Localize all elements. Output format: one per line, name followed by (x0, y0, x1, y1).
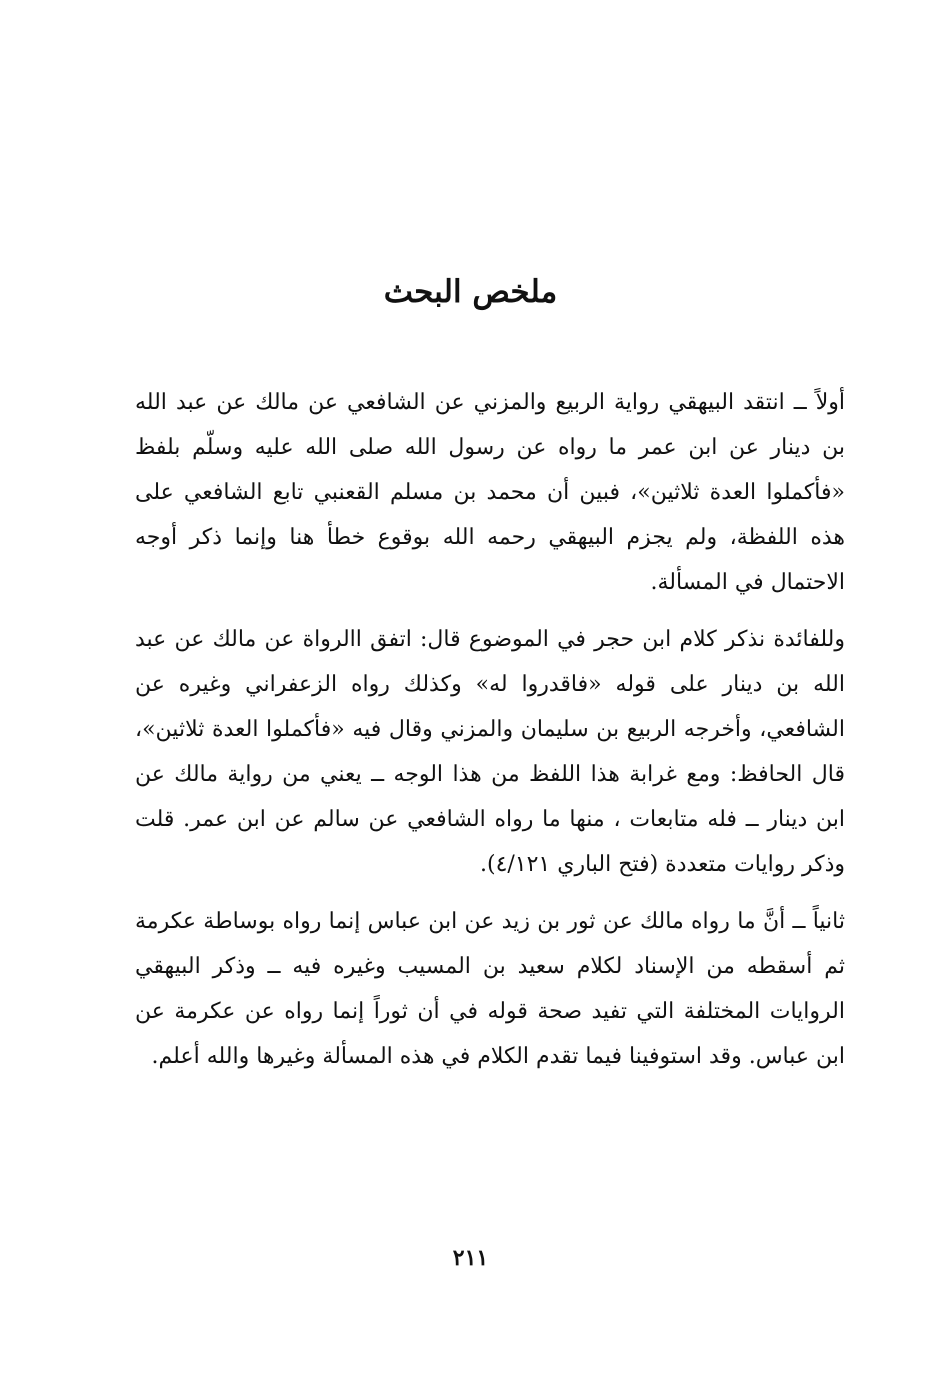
paragraph-first-point: أولاً ــ انتقد البيهقي رواية الربيع والمزني عن الشافعي عن مالك عن عبد الله بن دينار عن ابن عمر ما رواه عن رسول الله صلى الله عليه وسلّم بلفظ «فأكملوا العدة ثلاثين»، فبين أن محمد بن مسلم القعنبي تابع الشافعي على هذه اللفظة، ولم يجزم البيهقي رحمه الله بوقوع خطأ هنا وإنما ذكر أوجه الاحتمال في المسألة. (135, 390, 845, 595)
paragraph-ibn-hajar-note: وللفائدة نذكر كلام ابن حجر في الموضوع قال: اتفق االرواة عن مالك عن عبد الله بن دينار على قوله «فاقدروا له» وكذلك رواه الزعفراني وغيره عن الشافعي، وأخرجه الربيع بن سليمان والمزني وقال فيه «فأكملوا العدة ثلاثين»، قال الحافظ: ومع غرابة هذا اللفظ من هذا الوجه ــ يعني من رواية مالك عن ابن دينار ــ فله متابعات ، منها ما رواه الشافعي عن سالم عن ابن عمر. قلت وذكر روايات متعددة (فتح الباري ٤/١٢١). (135, 627, 845, 877)
page-number: ٢١١ (452, 1245, 489, 1271)
page-title: ملخص البحث (383, 274, 558, 310)
summary-body (135, 380, 845, 1079)
paragraph-second-point: ثانياً ــ أنَّ ما رواه مالك عن ثور بن زيد عن ابن عباس إنما رواه بوساطة عكرمة ثم أسقطه من الإسناد لكلام سعيد بن المسيب وغيره فيه ــ وذكر البيهقي الروايات المختلفة التي تفيد صحة قوله في أن ثوراً إنما رواه عن عكرمة عن ابن عباس. وقد استوفينا فيما تقدم الكلام في هذه المسألة وغيرها والله أعلم. (135, 909, 845, 1069)
